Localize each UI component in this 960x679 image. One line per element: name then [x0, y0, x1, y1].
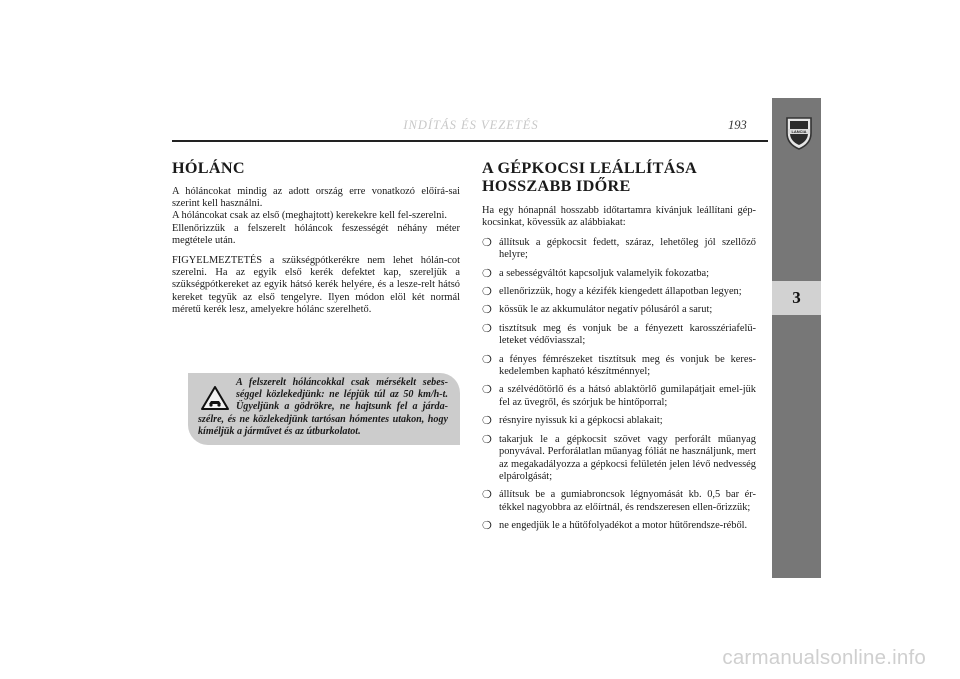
list-item: [482, 434, 756, 484]
list-item: [482, 520, 756, 532]
bullet-circle-icon: ❍: [482, 415, 492, 428]
list-item-text: résnyire nyissuk ki a gépkocsi ablakait;: [499, 415, 663, 427]
section-heading-snow-chains: HÓLÁNC: [172, 159, 245, 177]
storage-checklist: [482, 237, 756, 533]
list-item-text: a fényes fémrészeket tisztítsuk meg és vonjuk be keres-kedelemben kapható készítménnyel;: [499, 353, 756, 378]
list-item-text: ne engedjük le a hűtőfolyadékot a motor hűtőrendsze-réből.: [499, 520, 748, 532]
bullet-circle-icon: ❍: [482, 489, 492, 502]
list-item-text: kössük le az akkumulátor negatív pólusáról a sarut;: [499, 304, 713, 316]
header-rule: [172, 140, 768, 142]
bullet-circle-icon: ❍: [482, 384, 492, 397]
intro-paragraph: Ha egy hónapnál hosszabb időtartamra kívánjuk leállítani gép-kocsinkat, kövessük az alábbiakat:: [482, 205, 756, 229]
list-item-text: állítsuk a gépkocsit fedett, száraz, lehetőleg jól szellőző helyre;: [499, 236, 756, 261]
warning-triangle-icon: [200, 385, 230, 411]
paragraph: Ellenőrizzük a felszerelt hóláncok feszességét néhány méter megtétele után.: [172, 222, 460, 247]
list-item: [482, 489, 756, 514]
list-item: [482, 286, 756, 298]
list-item: [482, 384, 756, 409]
heading-line: A GÉPKOCSI LEÁLLÍTÁSA: [482, 159, 697, 177]
chapter-number: 3: [772, 281, 821, 315]
page-number: 193: [728, 118, 747, 132]
bullet-circle-icon: ❍: [482, 286, 492, 299]
list-item-text: ellenőrizzük, hogy a kézifék kiengedett állapotban legyen;: [499, 286, 742, 298]
bullet-circle-icon: ❍: [482, 267, 492, 280]
list-item-text: a szélvédőtörlő és a hátsó ablaktörlő gumilapátjait emel-jük fel az üvegről, és szórjuk be hintőporral;: [499, 384, 756, 408]
warning-paragraph: FIGYELMEZTETÉS a szükségpótkerékre nem lehet hólán-cot szerelni. Ha az egyik első kerék defektet kap, szereljük a szükségpótkereket az egyik hátsó kerék helyére, és a lesze-relt hátsó kereket tegyük az első tengelyre. Ilyen módon elöl két normál méretű kerék lesz, amelyekre hólánc szerelhető.: [172, 254, 460, 316]
running-header-title: INDÍTÁS ÉS VEZETÉS: [403, 118, 539, 132]
bullet-circle-icon: ❍: [482, 304, 492, 317]
warning-box: [188, 373, 460, 445]
paragraph: A hóláncokat mindig az adott ország erre vonatkozó előírá-sai szerint kell használni.: [172, 185, 460, 209]
list-item-text: takarjuk le a gépkocsit szövet vagy perforált műanyag ponyvával. Perforálatlan műanyag fóliát ne használjunk, mert az megakadályozza a gépkocsi felületén jelen lévő nedvesség elpárolgását;: [499, 433, 756, 482]
watermark: carmanualsonline.info: [722, 646, 926, 669]
list-item: [482, 268, 756, 280]
list-item: [482, 323, 756, 348]
list-item: [482, 354, 756, 379]
list-item: [482, 304, 756, 316]
bullet-circle-icon: ❍: [482, 322, 492, 335]
list-item: [482, 415, 756, 427]
left-column: [172, 160, 460, 324]
bullet-circle-icon: ❍: [482, 236, 492, 249]
list-item-text: tisztítsuk meg és vonjuk be a fényezett karosszériafelü-leteket védőviasszal;: [499, 322, 756, 347]
list-item-text: állítsuk be a gumiabroncsok légnyomását kb. 0,5 bar ér-tékkel nagyobbra az előírtnál, és rendszeresen ellen-őrizzük;: [499, 489, 756, 513]
bullet-circle-icon: ❍: [482, 433, 492, 446]
bullet-circle-icon: ❍: [482, 520, 492, 533]
section-heading-long-storage: [482, 160, 756, 195]
chapter-side-tab: [772, 98, 821, 578]
list-item-text: a sebességváltót kapcsoljuk valamelyik fokozatba;: [499, 267, 710, 279]
heading-line: HOSSZABB IDŐRE: [482, 176, 631, 195]
warning-text: A felszerelt hóláncokkal csak mérsékelt sebes-séggel közlekedjünk: ne lépjük túl az 50 km/h-t. Ügyeljünk a gödrökre, ne hajtsunk fel a járda-szélre, és ne közlekedjünk tartósan hómentes utakon, hogy kíméljük a járművet és az útburkolatot.: [198, 377, 448, 437]
lancia-shield-logo: [783, 115, 815, 151]
paragraph: A hóláncokat csak az első (meghajtott) kerekekre kell fel-szerelni.: [172, 210, 447, 222]
logo-text: LANCIA: [791, 129, 807, 134]
list-item: [482, 237, 756, 262]
bullet-circle-icon: ❍: [482, 353, 492, 366]
right-column: [482, 160, 756, 539]
